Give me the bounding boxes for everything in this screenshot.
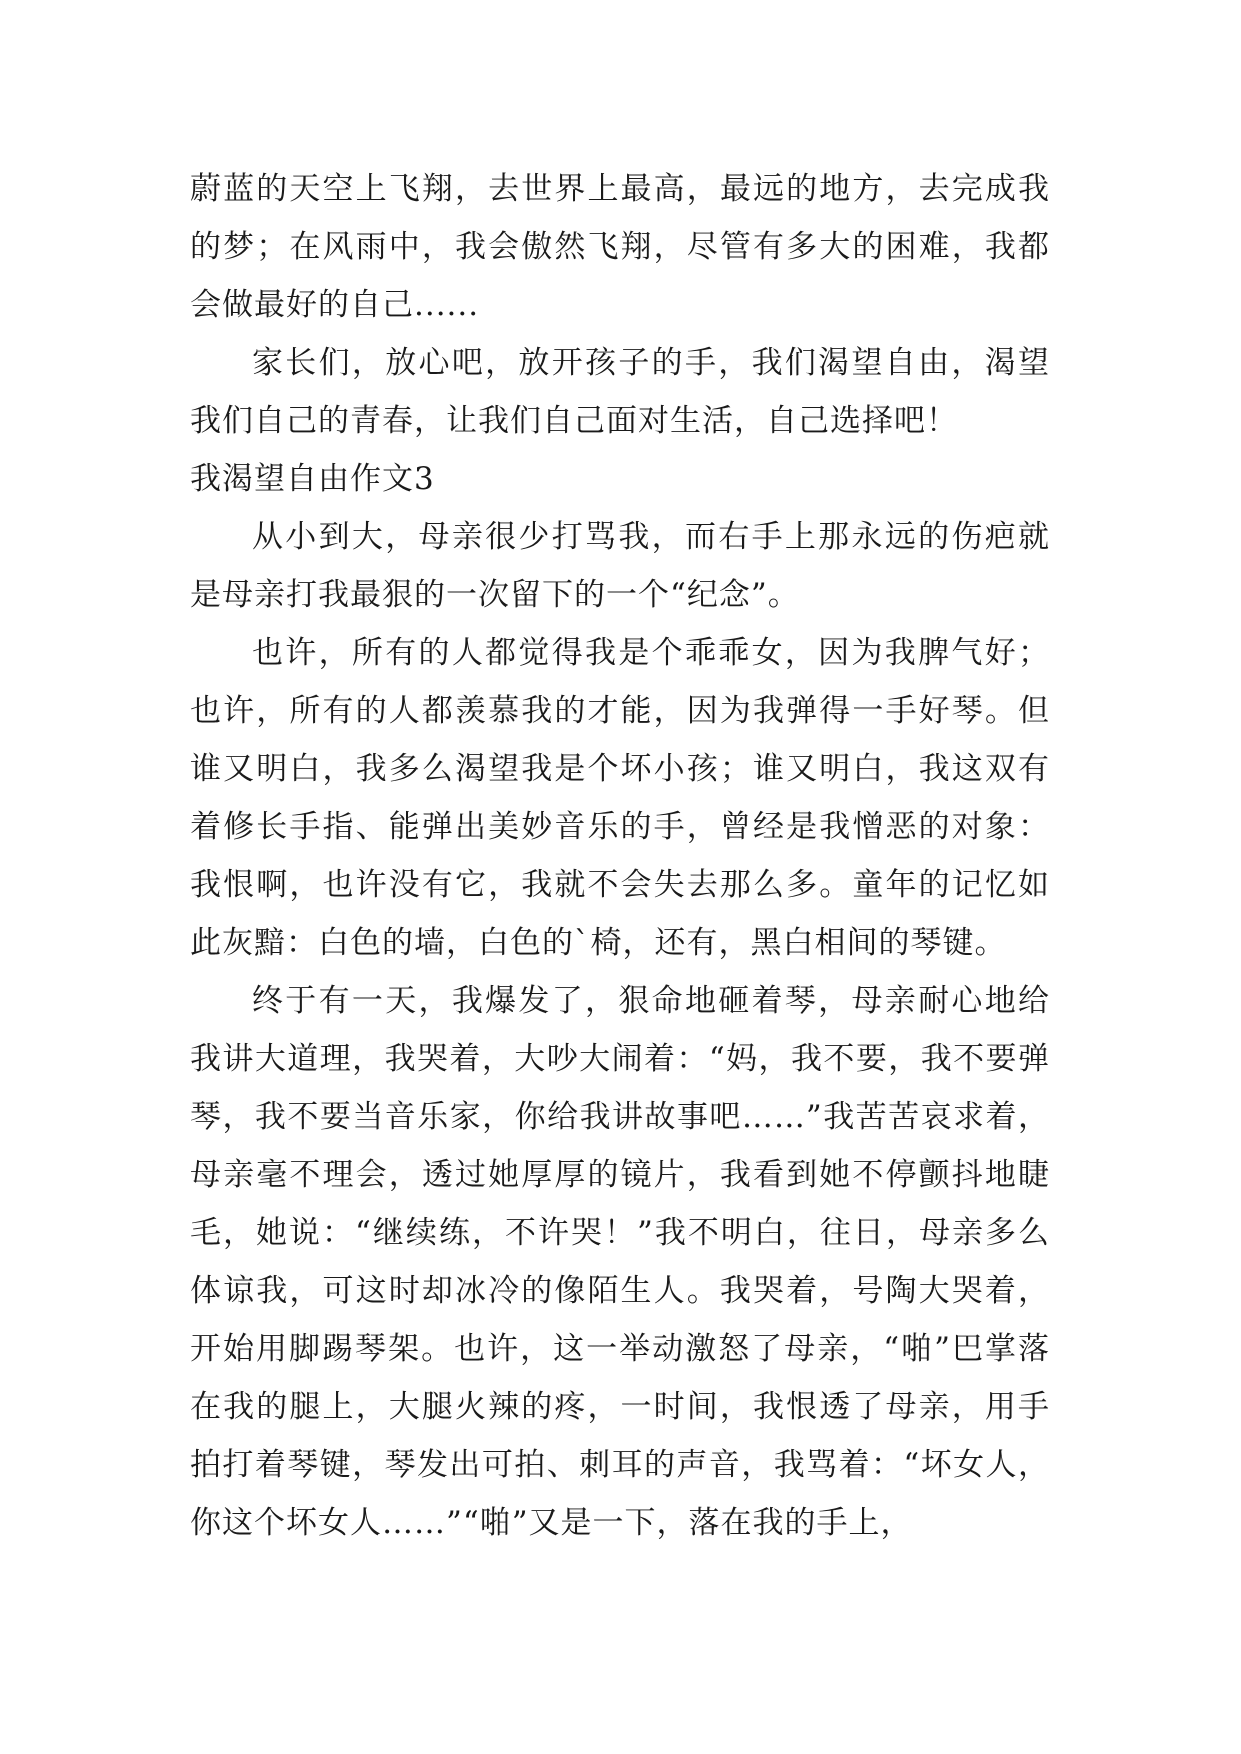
paragraph-scar: 从小到大，母亲很少打骂我，而右手上那永远的伤疤就是母亲打我最狠的一次留下的一个“纪念”。 (190, 519, 1050, 613)
paragraph-parents: 家长们，放心吧，放开孩子的手，我们渴望自由，渴望我们自己的青春，让我们自己面对生活，自己选择吧！ (190, 345, 1050, 439)
paragraph-outburst: 终于有一天，我爆发了，狠命地砸着琴，母亲耐心地给我讲大道理，我哭着，大吵大闹着：“妈，我不要，我不要弹琴，我不要当音乐家，你给我讲故事吧……”我苦苦哀求着，母亲毫不理会，透过她厚厚的镜片，我看到她不停颤抖地睫毛，她说：“继续练，不许哭！”我不明白，往日，母亲多么体谅我，可这时却冰冷的像陌生人。我哭着，号陶大哭着，开始用脚踢琴架。也许，这一举动激怒了母亲，“啪”巴掌落在我的腿上，大腿火辣的疼，一时间，我恨透了母亲，用手拍打着琴键，琴发出可拍、刺耳的声音，我骂着：“坏女人，你这个坏女人……”“啪”又是一下，落在我的手上， (190, 983, 1050, 1541)
paragraph-continued: 蔚蓝的天空上飞翔，去世界上最高，最远的地方，去完成我的梦；在风雨中，我会傲然飞翔，尽管有多大的困难，我都会做最好的自己...... (190, 171, 1050, 323)
paragraph-piano-hands: 也许，所有的人都觉得我是个乖乖女，因为我脾气好；也许，所有的人都羡慕我的才能，因为我弹得一手好琴。但谁又明白，我多么渴望我是个坏小孩；谁又明白，我这双有着修长手指、能弹出美妙音乐的手，曾经是我憎恶的对象：我恨啊，也许没有它，我就不会失去那么多。童年的记忆如此灰黯：白色的墙，白色的`椅，还有，黑白相间的琴键。 (190, 635, 1050, 961)
section-title: 我渴望自由作文3 (190, 461, 435, 497)
document-body (190, 160, 1050, 1552)
